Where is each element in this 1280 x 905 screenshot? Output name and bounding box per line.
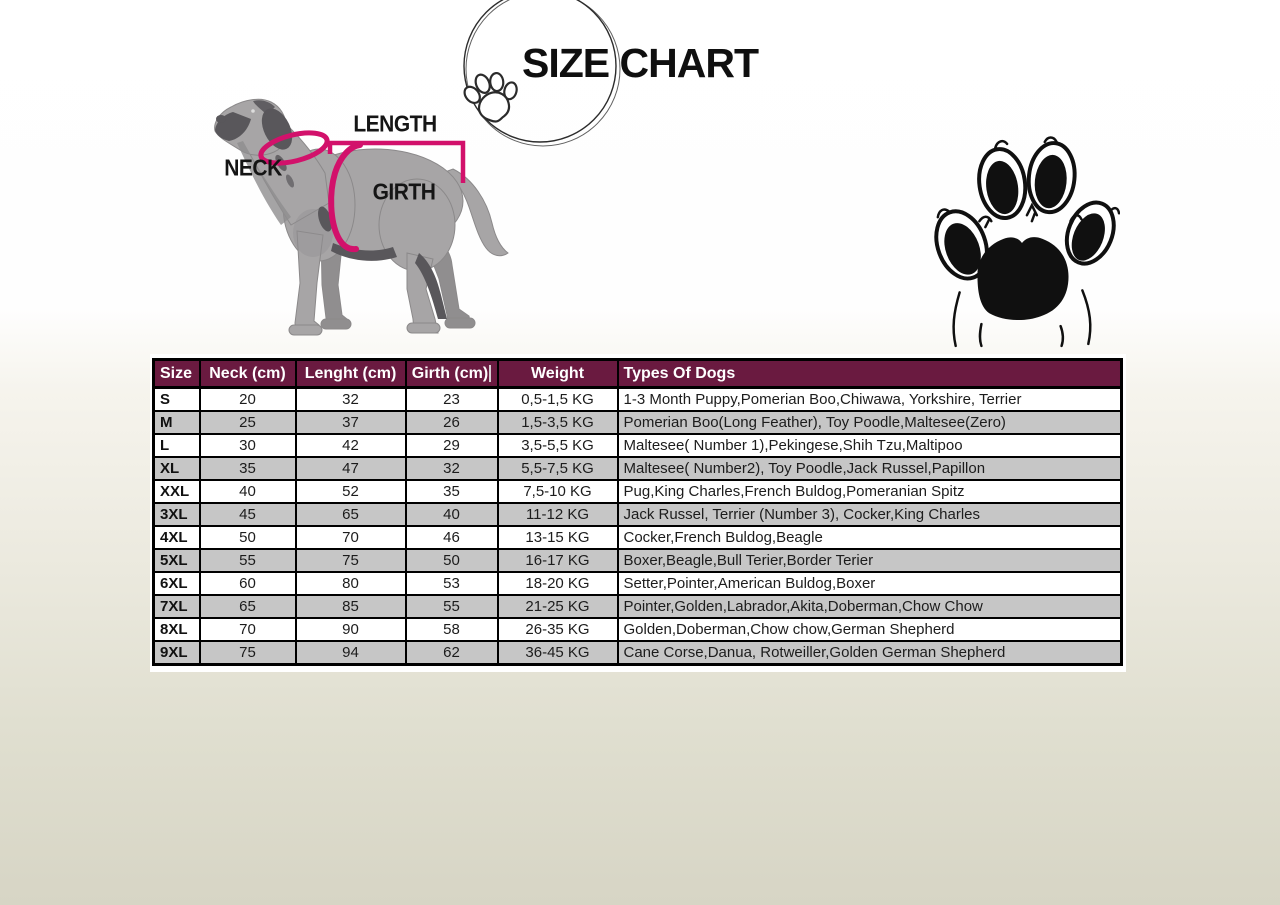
size-cell: S bbox=[154, 388, 200, 412]
types-cell: Maltesee( Number 1),Pekingese,Shih Tzu,Maltipoo bbox=[618, 434, 1122, 457]
size-cell: 7XL bbox=[154, 595, 200, 618]
table-row bbox=[154, 411, 1122, 434]
girth-label: GIRTH bbox=[372, 180, 436, 205]
column-header-girth bbox=[406, 360, 498, 388]
length-cell: 70 bbox=[296, 526, 406, 549]
table-row bbox=[154, 595, 1122, 618]
table-row bbox=[154, 572, 1122, 595]
length-cell: 65 bbox=[296, 503, 406, 526]
neck-cell: 20 bbox=[200, 388, 296, 412]
table-row bbox=[154, 457, 1122, 480]
types-cell: Pointer,Golden,Labrador,Akita,Doberman,Chow Chow bbox=[618, 595, 1122, 618]
weight-cell: 0,5-1,5 KG bbox=[498, 388, 618, 412]
table-row bbox=[154, 434, 1122, 457]
text-cursor bbox=[489, 365, 491, 382]
weight-cell: 26-35 KG bbox=[498, 618, 618, 641]
table-row bbox=[154, 526, 1122, 549]
weight-cell: 11-12 KG bbox=[498, 503, 618, 526]
length-cell: 52 bbox=[296, 480, 406, 503]
types-cell: Setter,Pointer,American Buldog,Boxer bbox=[618, 572, 1122, 595]
neck-cell: 60 bbox=[200, 572, 296, 595]
table-row bbox=[154, 480, 1122, 503]
column-header-girth-label: Girth (cm) bbox=[411, 364, 489, 382]
length-cell: 42 bbox=[296, 434, 406, 457]
neck-cell: 55 bbox=[200, 549, 296, 572]
types-cell: Pomerian Boo(Long Feather), Toy Poodle,Maltesee(Zero) bbox=[618, 411, 1122, 434]
table-header-row bbox=[154, 360, 1122, 388]
size-cell: 4XL bbox=[154, 526, 200, 549]
size-cell: 5XL bbox=[154, 549, 200, 572]
length-cell: 32 bbox=[296, 388, 406, 412]
size-cell: 6XL bbox=[154, 572, 200, 595]
size-cell: XXL bbox=[154, 480, 200, 503]
neck-cell: 65 bbox=[200, 595, 296, 618]
column-header-neck: Neck (cm) bbox=[200, 360, 296, 388]
length-cell: 37 bbox=[296, 411, 406, 434]
neck-cell: 70 bbox=[200, 618, 296, 641]
weight-cell: 18-20 KG bbox=[498, 572, 618, 595]
length-cell: 75 bbox=[296, 549, 406, 572]
girth-cell: 32 bbox=[406, 457, 498, 480]
girth-cell: 62 bbox=[406, 641, 498, 665]
column-header-types: Types Of Dogs bbox=[618, 360, 1122, 388]
table-row bbox=[154, 549, 1122, 572]
size-table-grid bbox=[152, 358, 1123, 666]
weight-cell: 16-17 KG bbox=[498, 549, 618, 572]
length-cell: 90 bbox=[296, 618, 406, 641]
size-table bbox=[152, 358, 1120, 666]
column-header-weight: Weight bbox=[498, 360, 618, 388]
paw-print-icon bbox=[922, 126, 1120, 348]
girth-cell: 58 bbox=[406, 618, 498, 641]
girth-cell: 29 bbox=[406, 434, 498, 457]
table-row bbox=[154, 641, 1122, 665]
weight-cell: 13-15 KG bbox=[498, 526, 618, 549]
neck-cell: 45 bbox=[200, 503, 296, 526]
length-cell: 47 bbox=[296, 457, 406, 480]
page-title: SIZE CHART bbox=[522, 40, 758, 86]
types-cell: Boxer,Beagle,Bull Terier,Border Terier bbox=[618, 549, 1122, 572]
neck-cell: 35 bbox=[200, 457, 296, 480]
girth-cell: 40 bbox=[406, 503, 498, 526]
neck-cell: 25 bbox=[200, 411, 296, 434]
size-cell: 3XL bbox=[154, 503, 200, 526]
girth-cell: 55 bbox=[406, 595, 498, 618]
types-cell: Cane Corse,Danua, Rotweiller,Golden German Shepherd bbox=[618, 641, 1122, 665]
length-label: LENGTH bbox=[353, 112, 437, 137]
girth-cell: 26 bbox=[406, 411, 498, 434]
table-row bbox=[154, 388, 1122, 412]
column-header-size: Size bbox=[154, 360, 200, 388]
weight-cell: 5,5-7,5 KG bbox=[498, 457, 618, 480]
types-cell: Maltesee( Number2), Toy Poodle,Jack Russel,Papillon bbox=[618, 457, 1122, 480]
girth-cell: 23 bbox=[406, 388, 498, 412]
girth-cell: 35 bbox=[406, 480, 498, 503]
weight-cell: 36-45 KG bbox=[498, 641, 618, 665]
table-row bbox=[154, 503, 1122, 526]
size-cell: L bbox=[154, 434, 200, 457]
size-cell: 8XL bbox=[154, 618, 200, 641]
weight-cell: 1,5-3,5 KG bbox=[498, 411, 618, 434]
table-row bbox=[154, 618, 1122, 641]
types-cell: Pug,King Charles,French Buldog,Pomeranian Spitz bbox=[618, 480, 1122, 503]
types-cell: 1-3 Month Puppy,Pomerian Boo,Chiwawa, Yorkshire, Terrier bbox=[618, 388, 1122, 412]
neck-label: NECK bbox=[224, 156, 282, 181]
weight-cell: 3,5-5,5 KG bbox=[498, 434, 618, 457]
length-cell: 80 bbox=[296, 572, 406, 595]
types-cell: Cocker,French Buldog,Beagle bbox=[618, 526, 1122, 549]
types-cell: Golden,Doberman,Chow chow,German Shepherd bbox=[618, 618, 1122, 641]
neck-cell: 50 bbox=[200, 526, 296, 549]
size-cell: 9XL bbox=[154, 641, 200, 665]
neck-cell: 75 bbox=[200, 641, 296, 665]
weight-cell: 21-25 KG bbox=[498, 595, 618, 618]
column-header-length: Lenght (cm) bbox=[296, 360, 406, 388]
size-cell: XL bbox=[154, 457, 200, 480]
girth-cell: 53 bbox=[406, 572, 498, 595]
neck-cell: 30 bbox=[200, 434, 296, 457]
girth-cell: 46 bbox=[406, 526, 498, 549]
girth-cell: 50 bbox=[406, 549, 498, 572]
types-cell: Jack Russel, Terrier (Number 3), Cocker,King Charles bbox=[618, 503, 1122, 526]
length-cell: 85 bbox=[296, 595, 406, 618]
neck-cell: 40 bbox=[200, 480, 296, 503]
length-cell: 94 bbox=[296, 641, 406, 665]
size-cell: M bbox=[154, 411, 200, 434]
weight-cell: 7,5-10 KG bbox=[498, 480, 618, 503]
